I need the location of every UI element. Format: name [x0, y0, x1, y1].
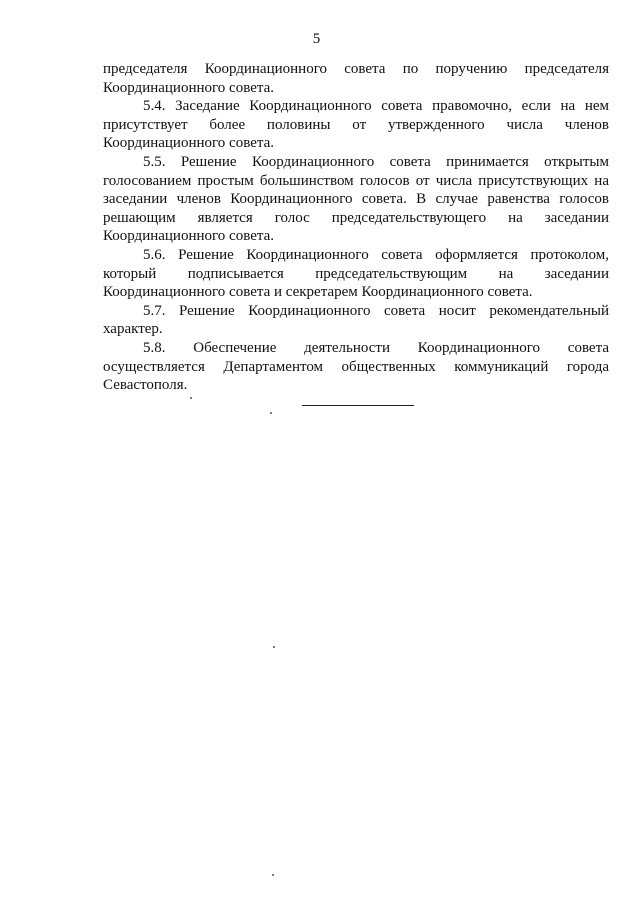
end-separator-line: [302, 405, 414, 406]
scan-speck: [272, 874, 274, 876]
paragraph-5-7: 5.7. Решение Координационного совета носит рекомендательный характер.: [103, 302, 609, 338]
paragraph-5-5: 5.5. Решение Координационного совета принимается открытым голосованием простым большинством голосов от числа присутствующих на заседании членов Координационного совета. В случае равенства голосов решающим является голос председательствующего на заседании Координационного совета.: [103, 153, 609, 245]
document-body: [103, 60, 609, 395]
page-number: 5: [312, 31, 321, 47]
scan-speck: [273, 646, 275, 648]
paragraph-5-6: 5.6. Решение Координационного совета оформляется протоколом, который подписывается председательствующим на заседании Координационного совета и секретарем Координационного совета.: [103, 246, 609, 301]
paragraph-5-8: 5.8. Обеспечение деятельности Координационного совета осуществляется Департаментом общественных коммуникаций города Севастополя.: [103, 339, 609, 394]
scan-speck: [190, 397, 192, 399]
scan-speck: [270, 412, 272, 414]
paragraph-5-4: 5.4. Заседание Координационного совета правомочно, если на нем присутствует более половины от утвержденного числа членов Координационного совета.: [103, 98, 609, 152]
paragraph-continuation: председателя Координационного совета по поручению председателя Координационного совета.: [103, 61, 609, 96]
